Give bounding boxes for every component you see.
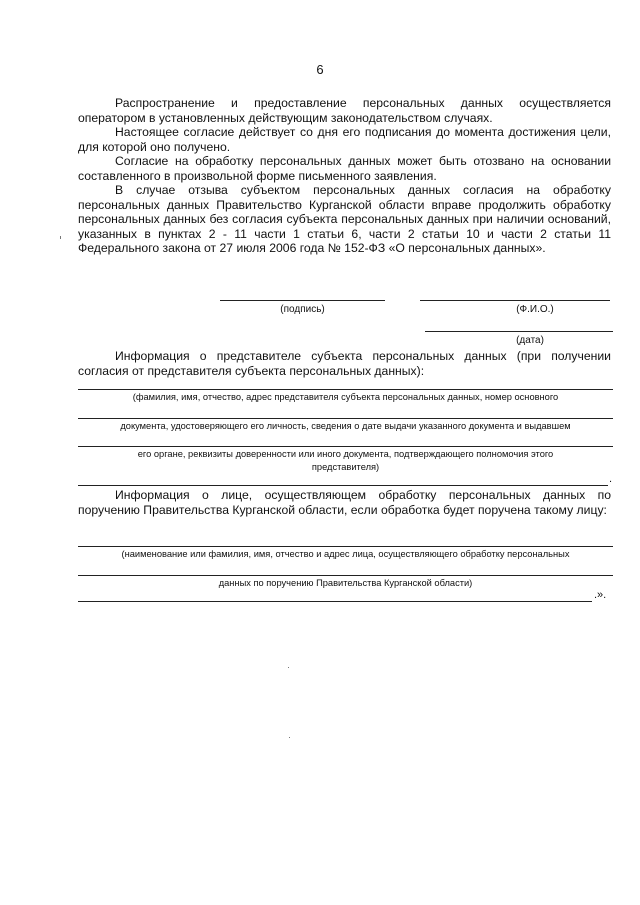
representative-end-mark: . — [609, 473, 613, 485]
date-line[interactable] — [425, 331, 613, 332]
processor-line-1[interactable] — [78, 546, 613, 547]
representative-hint-1: (фамилия, имя, отчество, адрес представителя субъекта персональных данных, номер основного — [132, 392, 559, 402]
processor-line-3[interactable] — [78, 601, 592, 602]
name-line[interactable] — [420, 300, 610, 301]
scan-speck — [60, 236, 61, 239]
representative-line-1[interactable] — [78, 389, 613, 390]
processor-hint-2: данных по поручению Правительства Курганской области) — [218, 578, 473, 588]
signature-caption: (подпись) — [280, 304, 325, 315]
date-caption: (дата) — [516, 335, 544, 346]
signature-line[interactable] — [220, 300, 385, 301]
paragraph-validity: Настоящее согласие действует со дня его подписания до момента достижения цели, для которой оно получено. — [78, 125, 611, 154]
paragraph-withdrawal: Согласие на обработку персональных данных может быть отозвано на основании составленного в произвольной форме письменного заявления. — [78, 154, 611, 183]
processor-heading: Информация о лице, осуществляющем обработку персональных данных по поручению Правительства Курганской области, если обработка будет поручена такому лицу: — [78, 488, 611, 517]
representative-line-4[interactable] — [78, 485, 608, 486]
representative-heading: Информация о представителе субъекта персональных данных (при получении согласия от представителя субъекта персональных данных): — [78, 349, 611, 378]
processor-hint-1: (наименование или фамилия, имя, отчество и адрес лица, осуществляющего обработку персональных — [121, 549, 570, 559]
name-caption: (Ф.И.О.) — [516, 304, 554, 315]
scan-speck — [289, 737, 290, 738]
paragraph-distribution: Распространение и предоставление персональных данных осуществляется оператором в установленных действующим законодательством случаях. — [78, 96, 611, 125]
processor-line-2[interactable] — [78, 575, 613, 576]
representative-hint-3: его органе, реквизиты доверенности или иного документа, подтверждающего полномочия этого — [137, 449, 554, 459]
representative-hint-4: представителя) — [311, 462, 380, 472]
representative-hint-2: документа, удостоверяющего его личность, сведения о дате выдачи указанного документа и выдавшем — [120, 421, 571, 431]
representative-line-2[interactable] — [78, 418, 613, 419]
representative-line-3[interactable] — [78, 446, 613, 447]
processor-end-mark: .». — [594, 589, 607, 601]
scan-speck — [288, 667, 289, 668]
paragraph-continuation: В случае отзыва субъектом персональных данных согласия на обработку персональных данных Правительство Курганской области вправе продолжить обработку персональных данных без согласия субъекта персональных данных при наличии оснований, указанных в пунктах 2 - 11 части 1 статьи 6, части 2 статьи 10 и части 2 статьи 11 Федерального закона от 27 июля 2006 года № 152-ФЗ «О персональных данных». — [78, 183, 611, 256]
page-number: 6 — [316, 62, 324, 77]
